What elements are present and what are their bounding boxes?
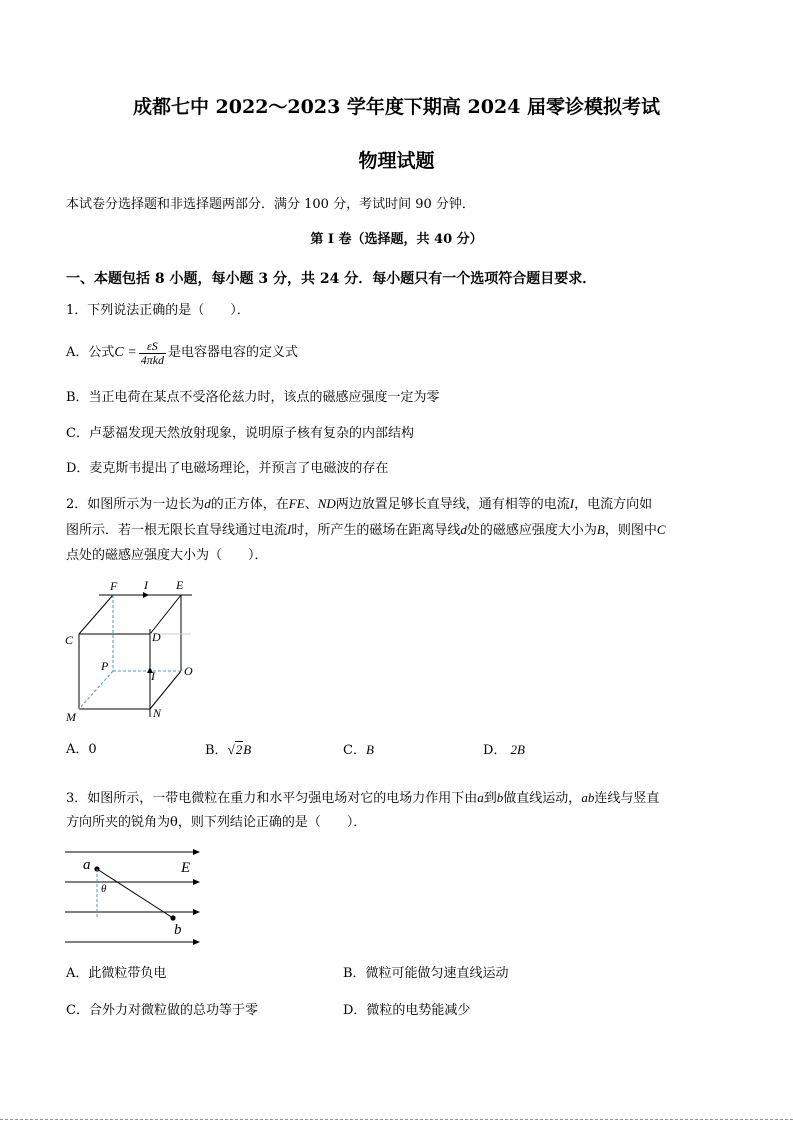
q1-option-d: D．麦克斯韦提出了电磁场理论，并预言了电磁波的存在 <box>66 461 389 476</box>
q3-var-a: a <box>477 790 484 805</box>
field-arrow-2-icon <box>193 879 200 885</box>
q2-line1-text-d: ，电流方向如 <box>574 497 653 512</box>
current-arrow-fe-icon <box>143 592 149 598</box>
q2-var-i-2: I <box>287 522 292 537</box>
label-i-top: I <box>144 578 148 592</box>
q3-line1-text-b: 到 <box>483 791 497 806</box>
q1-option-a-prefix: A．公式 <box>66 345 115 360</box>
q3-var-b: b <box>496 790 504 805</box>
q2-option-c-var: B <box>365 742 374 757</box>
label-o: O <box>184 664 193 678</box>
label-c: C <box>65 633 74 647</box>
label-e: E <box>176 578 184 592</box>
q2-line1-text-c: 两边放置足够长直导线，通有相等的电流 <box>335 497 570 512</box>
q2-line1-text-b: 的正方体，在 <box>210 497 289 512</box>
q1-option-c: C．卢瑟福发现天然放射现象，说明原子核有复杂的内部结构 <box>66 426 414 441</box>
label-f: F <box>110 579 118 593</box>
field-arrow-4-icon <box>193 939 200 945</box>
field-arrow-1-icon <box>193 849 200 855</box>
part1-heading: 第 I 卷（选择题，共 40 分） <box>310 232 483 247</box>
field-diagram <box>60 842 210 952</box>
q3-option-b: B．微粒可能做匀速直线运动 <box>343 966 509 981</box>
q1-stem: 1．下列说法正确的是（ ）． <box>66 303 250 318</box>
label-d: D <box>152 630 161 644</box>
q2-segment-fe: FE <box>288 496 305 511</box>
q2-option-c-prefix: C． <box>343 743 366 758</box>
q3-line1-text-c: 做直线运动， <box>503 791 582 806</box>
q3-option-c: C．合外力对微粒做的总功等于零 <box>66 1003 258 1018</box>
q2-option-b-var: B <box>243 742 252 757</box>
q2-option-b-prefix: B． <box>205 743 228 758</box>
q2-var-d: d <box>204 496 211 511</box>
q2-var-b: B <box>596 522 605 537</box>
q1-formula-lhs: C = <box>114 345 137 360</box>
cube-edge-cf <box>79 595 113 634</box>
point-b <box>170 915 175 920</box>
q2-option-a: A．0 <box>66 742 97 757</box>
q3-line1-text-a: 3．如图所示，一带电微粒在重力和水平匀强电场对它的电场力作用下由 <box>66 791 478 806</box>
label-i-mid: I <box>151 669 155 683</box>
q2-option-c <box>343 742 374 759</box>
q2-option-b-sqrt: √2 <box>227 742 243 757</box>
q1-option-b: B．当正电荷在某点不受洛伦兹力时，该点的磁感应强度一定为零 <box>66 390 440 405</box>
q3-option-a: A．此微粒带负电 <box>66 966 167 981</box>
subject-title: 物理试题 <box>358 150 435 172</box>
q3-line2: 方向所夹的锐角为θ，则下列结论正确的是（ ）． <box>66 815 367 830</box>
trajectory-ab <box>97 869 173 918</box>
q3-line1-text-d: 连线与竖直 <box>594 791 660 806</box>
q2-separator: 、 <box>304 497 318 512</box>
cube-hidden-edge-pm <box>79 671 113 709</box>
q3-line1 <box>66 790 659 807</box>
cube-diagram <box>55 575 215 725</box>
q2-option-d-value: 2B <box>510 742 525 757</box>
q1-option-a-suffix: 是电容器电容的定义式 <box>168 345 299 360</box>
q1-option-a <box>66 336 298 370</box>
page-bottom-divider <box>0 1119 793 1120</box>
label-e-field: E <box>181 860 191 876</box>
q2-line2-text-d: ，则图中 <box>604 523 657 538</box>
q1-formula-numerator: εS <box>139 340 166 354</box>
q2-option-b-radicand: 2 <box>235 742 243 757</box>
label-n: N <box>153 706 162 720</box>
q2-line2 <box>66 522 666 539</box>
section1-heading: 一、本题包括 8 小题，每小题 3 分，共 24 分．每小题只有一个选项符合题目要求． <box>66 271 597 287</box>
q2-line2-text-c: 处的磁感应强度大小为 <box>466 523 597 538</box>
exam-title: 成都七中 2022～2023 学年度下期高 2024 届零诊模拟考试 <box>132 96 661 118</box>
q2-var-i: I <box>569 496 575 511</box>
cube-edge-ed <box>150 595 181 634</box>
q2-option-d <box>483 742 525 759</box>
q2-line1 <box>66 496 652 513</box>
q3-option-d: D．微粒的电势能减少 <box>343 1003 471 1018</box>
q1-formula-fraction <box>139 340 166 367</box>
q2-option-d-prefix: D． <box>483 743 507 758</box>
q2-line2-text-a: 图所示．若一根无限长直导线通过电流 <box>66 523 288 538</box>
q1-formula-denominator: 4πkd <box>140 352 165 367</box>
q2-option-b <box>205 742 251 759</box>
q2-line1-text-a: 2．如图所示为一边长为 <box>66 497 205 512</box>
label-m: M <box>66 710 76 724</box>
exam-intro: 本试卷分选择题和非选择题两部分．满分 100 分，考试时间 90 分钟． <box>66 197 475 212</box>
q2-var-c: C <box>656 522 666 537</box>
q2-var-d-2: d <box>460 522 467 537</box>
label-theta: θ <box>101 883 107 895</box>
field-arrow-3-icon <box>193 909 200 915</box>
label-p: P <box>101 659 109 673</box>
q2-segment-nd: ND <box>317 496 336 511</box>
q2-line2-text-b: 时，所产生的磁场在距离导线 <box>291 523 461 538</box>
label-b: b <box>174 922 182 938</box>
q2-line3: 点处的磁感应强度大小为（ ）． <box>66 548 268 563</box>
label-a: a <box>83 857 91 873</box>
q3-var-ab: ab <box>581 790 595 805</box>
